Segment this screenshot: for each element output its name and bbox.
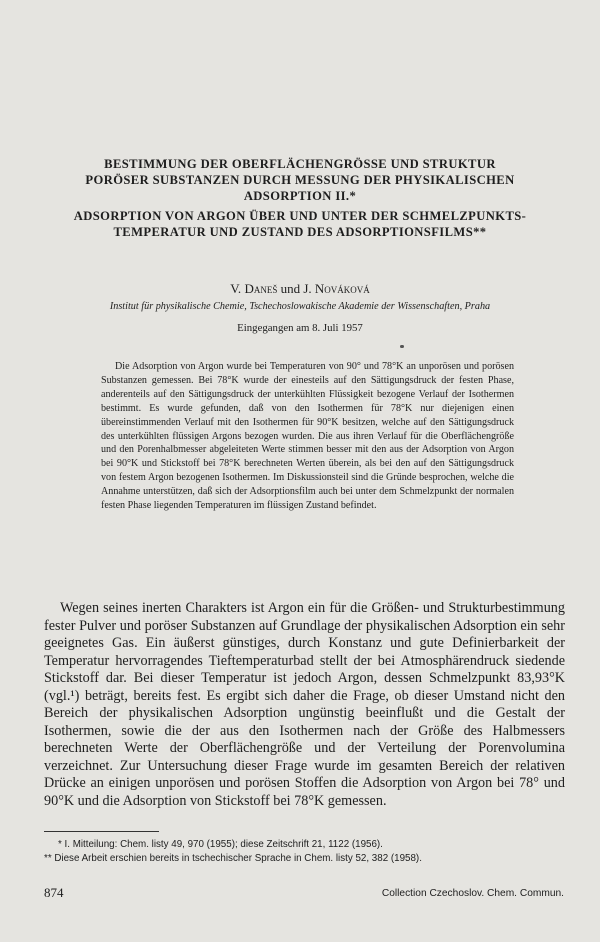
footnote-1: * I. Mitteilung: Chem. listy 49, 970 (1955); diese Zeitschrift 21, 1122 (1956). (58, 839, 383, 850)
received-date: Eingegangen am 8. Juli 1957 (237, 322, 363, 334)
journal-name: Collection Czechoslov. Chem. Commun. (381, 888, 564, 899)
title-block (40, 156, 560, 240)
authors-conjunction: und (280, 281, 301, 296)
author-1-name: Daneš (244, 281, 278, 296)
footnote-rule (44, 831, 159, 832)
title-line-2: PORÖSER SUBSTANZEN DURCH MESSUNG DER PHYSIKALISCHEN (85, 173, 515, 187)
authors (0, 281, 600, 297)
author-2-name: Nováková (314, 281, 370, 296)
institute: Institut für physikalische Chemie, Tschechoslowakische Akademie der Wissenschaften, Praha (109, 301, 491, 312)
subtitle-line-2: TEMPERATUR UND ZUSTAND DES ADSORPTIONSFILMS** (113, 225, 487, 239)
footnotes (44, 838, 565, 866)
author-2-initial: J. (303, 281, 312, 296)
title-line-3: ADSORPTION II.* (243, 189, 357, 203)
title-line-1: BESTIMMUNG DER OBERFLÄCHENGRÖSSE UND STRUKTUR (104, 157, 496, 171)
body-paragraph: Wegen seines inerten Charakters ist Argon ein für die Größen- und Strukturbestimmung fester Pulver und poröser Substanzen auf Grundlage der physikalischen Adsorption ein sehr geeignetes Gas. Ein äußerst günstiges, durch Konstanz und gute Definierbarkeit der Temperatur hervorragendes Tieftemperaturbad stellt der bei Atmosphärendruck siedende Stickstoff dar. Bei dieser Temperatur ist jedoch Argon, dessen Schmelzpunkt 83,93°K (vgl.¹) beträgt, bereits fest. Es ergibt sich daher die Frage, ob dieser Umstand nicht den Bereich der physikalischen Adsorption ungünstig beeinflußt und die Gestalt der Isothermen, sowie die der aus den Isothermen nach der Größe des Halbmessers berechneten Werte der Oberflächengröße und der Verteilung der Porenvolumina verzeichnet. Zur Untersuchung dieser Frage wurde im gesamten Bereich der relativen Drücke an einigen unporösen und porösen Stoffen die Adsorption von Argon bei 78° und 90°K und die Adsorption von Stickstoff bei 78°K gemessen. (44, 600, 565, 809)
ink-dot (400, 345, 404, 348)
author-1-initial: V. (230, 281, 242, 296)
abstract: Die Adsorption von Argon wurde bei Temperaturen von 90° und 78°K an unporösen und porösen Substanzen gemessen. Bei 78°K wurde der einesteils auf den Sättigungsdruck der festen Phase, anderenteils auf den Sättigungsdruck der unterkühlten Flüssigkeit bezogene Verlauf der Isothermen bestimmt. Es wurde gefunden, daß von den Isothermen für 78°K nur diejenigen einen übereinstimmenden Verlauf mit den Isothermen für 90°K besitzen, welche auf den Sättigungsdruck des unterkühlten flüssigen Argons bezogen wurden. Die aus ihren Verlauf für die Oberflächengröße und den Porenhalbmesser abgeleiteten Werte stimmen besser mit den aus der Adsorption von Argon bei 90°K und Stickstoff bei 78°K berechneten Werten überein, als bei den auf den Sättigungsdruck von festem Argon bezogenen Isothermen. Im Diskussionsteil sind die Gründe besprochen, welche die Annahme unterstützen, daß sich der Adsorptionsfilm auch bei unter dem Schmelzpunkt der normalen festen Phase liegenden Temperaturen im flüssigen Zustand befindet. (101, 361, 514, 512)
footnote-2: ** Diese Arbeit erschien bereits in tschechischer Sprache in Chem. listy 52, 382 (1958). (44, 853, 422, 864)
page-number: 874 (44, 885, 64, 900)
subtitle-line-1: ADSORPTION VON ARGON ÜBER UND UNTER DER SCHMELZPUNKTS- (73, 209, 527, 223)
